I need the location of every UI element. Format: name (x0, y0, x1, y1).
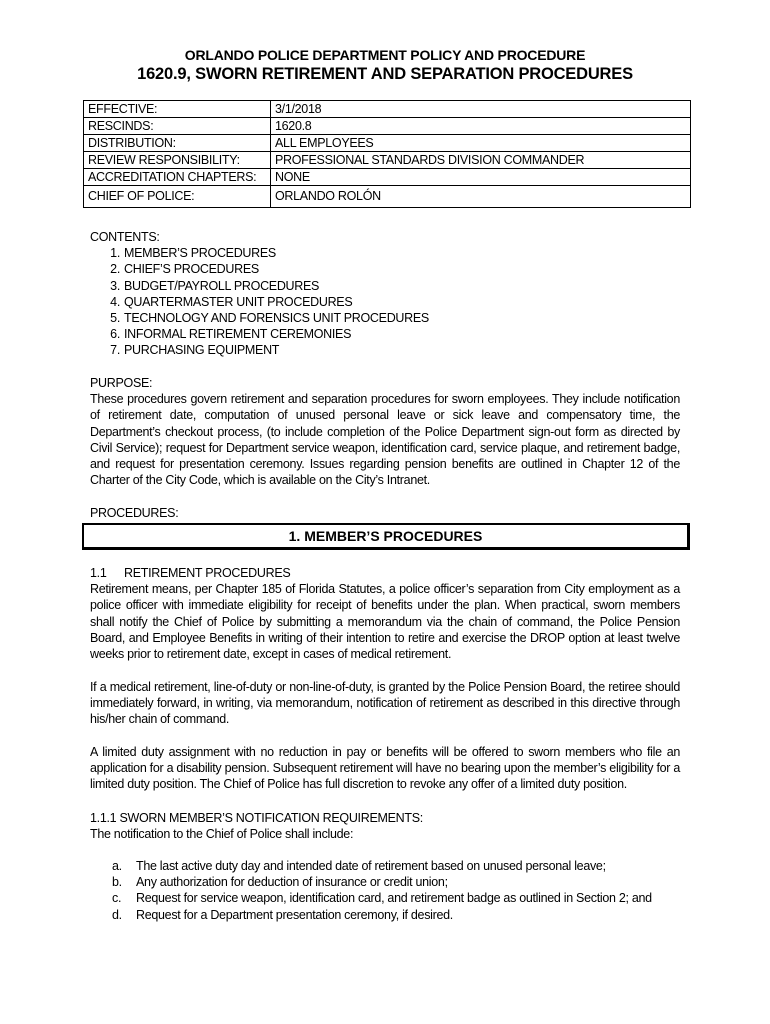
subsection-heading: 1.1.1 SWORN MEMBER’S NOTIFICATION REQUIREMENTS: (90, 811, 423, 825)
table-row (84, 152, 691, 169)
effective-label: EFFECTIVE: (84, 101, 271, 118)
distribution-value: ALL EMPLOYEES (271, 135, 691, 152)
list-text: Any authorization for deduction of insurance or credit union; (136, 875, 448, 890)
list-item (90, 326, 429, 342)
section-title: 1. MEMBER’S PROCEDURES (288, 528, 483, 544)
list-text: Request for service weapon, identification card, and retirement badge as outlined in Section 2; and (136, 891, 652, 906)
contents-list (90, 245, 429, 358)
table-row (84, 186, 691, 208)
list-item (90, 342, 429, 358)
effective-value: 3/1/2018 (271, 101, 691, 118)
policy-info-table (83, 100, 691, 208)
list-letter: d. (112, 907, 122, 922)
requirements-list (90, 858, 652, 923)
paragraph: The notification to the Chief of Police shall include: (90, 827, 354, 842)
list-item (90, 907, 652, 923)
list-number: 6. (110, 327, 120, 342)
list-number: 7. (110, 343, 120, 358)
section-title-box (82, 523, 690, 550)
list-letter: c. (112, 891, 122, 906)
list-item (90, 245, 429, 261)
subsection-title: RETIREMENT PROCEDURES (124, 566, 291, 580)
review-responsibility-label: REVIEW RESPONSIBILITY: (84, 152, 271, 169)
accreditation-chapters-label: ACCREDITATION CHAPTERS: (84, 169, 271, 186)
list-number: 5. (110, 311, 120, 326)
subsection-heading (90, 565, 680, 581)
paragraph: A limited duty assignment with no reduction in pay or benefits will be offered to sworn members who file an application for a disability pension. Subsequent retirement will have no bearing upon the member’s eligibility for a limited duty position. The Chief of Police has full discretion to revoke any offer of a limited duty position. (90, 745, 680, 792)
table-row (84, 118, 691, 135)
subsection-number: 1.1 (90, 566, 107, 580)
list-item (90, 278, 429, 294)
contents-heading: CONTENTS: (90, 230, 160, 244)
rescinds-value: 1620.8 (271, 118, 691, 135)
list-number: 2. (110, 262, 120, 277)
chief-of-police-value: ORLANDO ROLÓN (271, 186, 691, 208)
distribution-label: DISTRIBUTION: (84, 135, 271, 152)
list-number: 4. (110, 294, 120, 309)
list-item (90, 261, 429, 277)
list-number: 3. (110, 278, 120, 293)
list-item (90, 310, 429, 326)
retirement-procedures-section (90, 565, 680, 662)
list-item (90, 890, 652, 906)
table-row (84, 101, 691, 118)
table-row (84, 135, 691, 152)
notification-requirements-section (90, 810, 680, 842)
table-row (84, 169, 691, 186)
list-letter: a. (112, 859, 122, 873)
procedures-heading: PROCEDURES: (90, 506, 179, 520)
list-text: MEMBER’S PROCEDURES (124, 246, 276, 261)
purpose-heading: PURPOSE: (90, 376, 153, 390)
paragraph: If a medical retirement, line-of-duty or non-line-of-duty, is granted by the Police Pension Board, the retiree should immediately forward, in writing, via memorandum, notification of retirement as described in this directive through his/her chain of command. (90, 680, 680, 727)
paragraph: Retirement means, per Chapter 185 of Florida Statutes, a police officer’s separation from City employment as a police officer with immediate eligibility for receipt of benefits under the plan. When practical, sworn members shall notify the Chief of Police by submitting a memorandum via the chain of command, the Police Pension Board, and Employee Benefits in writing of their intention to retire and exercise the DROP option at least twelve weeks prior to retirement date, except in cases of medical retirement. (90, 582, 680, 662)
purpose-section (90, 375, 680, 488)
document-subtitle: 1620.9, SWORN RETIREMENT AND SEPARATION PROCEDURES (137, 65, 633, 83)
list-text: INFORMAL RETIREMENT CEREMONIES (124, 327, 352, 342)
list-text: TECHNOLOGY AND FORENSICS UNIT PROCEDURES (124, 311, 429, 326)
list-text: QUARTERMASTER UNIT PROCEDURES (124, 294, 353, 309)
chief-of-police-label: CHIEF OF POLICE: (84, 186, 271, 208)
list-text: BUDGET/PAYROLL PROCEDURES (124, 278, 320, 293)
review-responsibility-value: PROFESSIONAL STANDARDS DIVISION COMMANDER (271, 152, 691, 169)
list-item (90, 858, 652, 874)
list-text: CHIEF’S PROCEDURES (124, 262, 259, 277)
rescinds-label: RESCINDS: (84, 118, 271, 135)
accreditation-chapters-value: NONE (271, 169, 691, 186)
list-text: The last active duty day and intended date of retirement based on unused personal leave; (136, 859, 606, 873)
list-text: Request for a Department presentation ceremony, if desired. (136, 907, 453, 922)
purpose-text: These procedures govern retirement and separation procedures for sworn employees. They include notification of retirement date, computation of unused personal leave or sick leave and compensatory time, the Department’s checkout process, (to include completion of the Police Department sign-out form as directed by Civil Service); request for Department service weapon, identification card, service plaque, and retirement badge, and request for presentation ceremony. Issues regarding pension benefits are outlined in Chapter 12 of the Charter of the City Code, which is available on the City’s Intranet. (90, 392, 680, 488)
document-title: ORLANDO POLICE DEPARTMENT POLICY AND PROCEDURE (184, 47, 586, 63)
list-text: PURCHASING EQUIPMENT (124, 343, 280, 358)
list-letter: b. (112, 875, 122, 890)
list-number: 1. (110, 246, 120, 261)
contents-section (90, 229, 429, 359)
list-item (90, 294, 429, 310)
list-item (90, 874, 652, 890)
